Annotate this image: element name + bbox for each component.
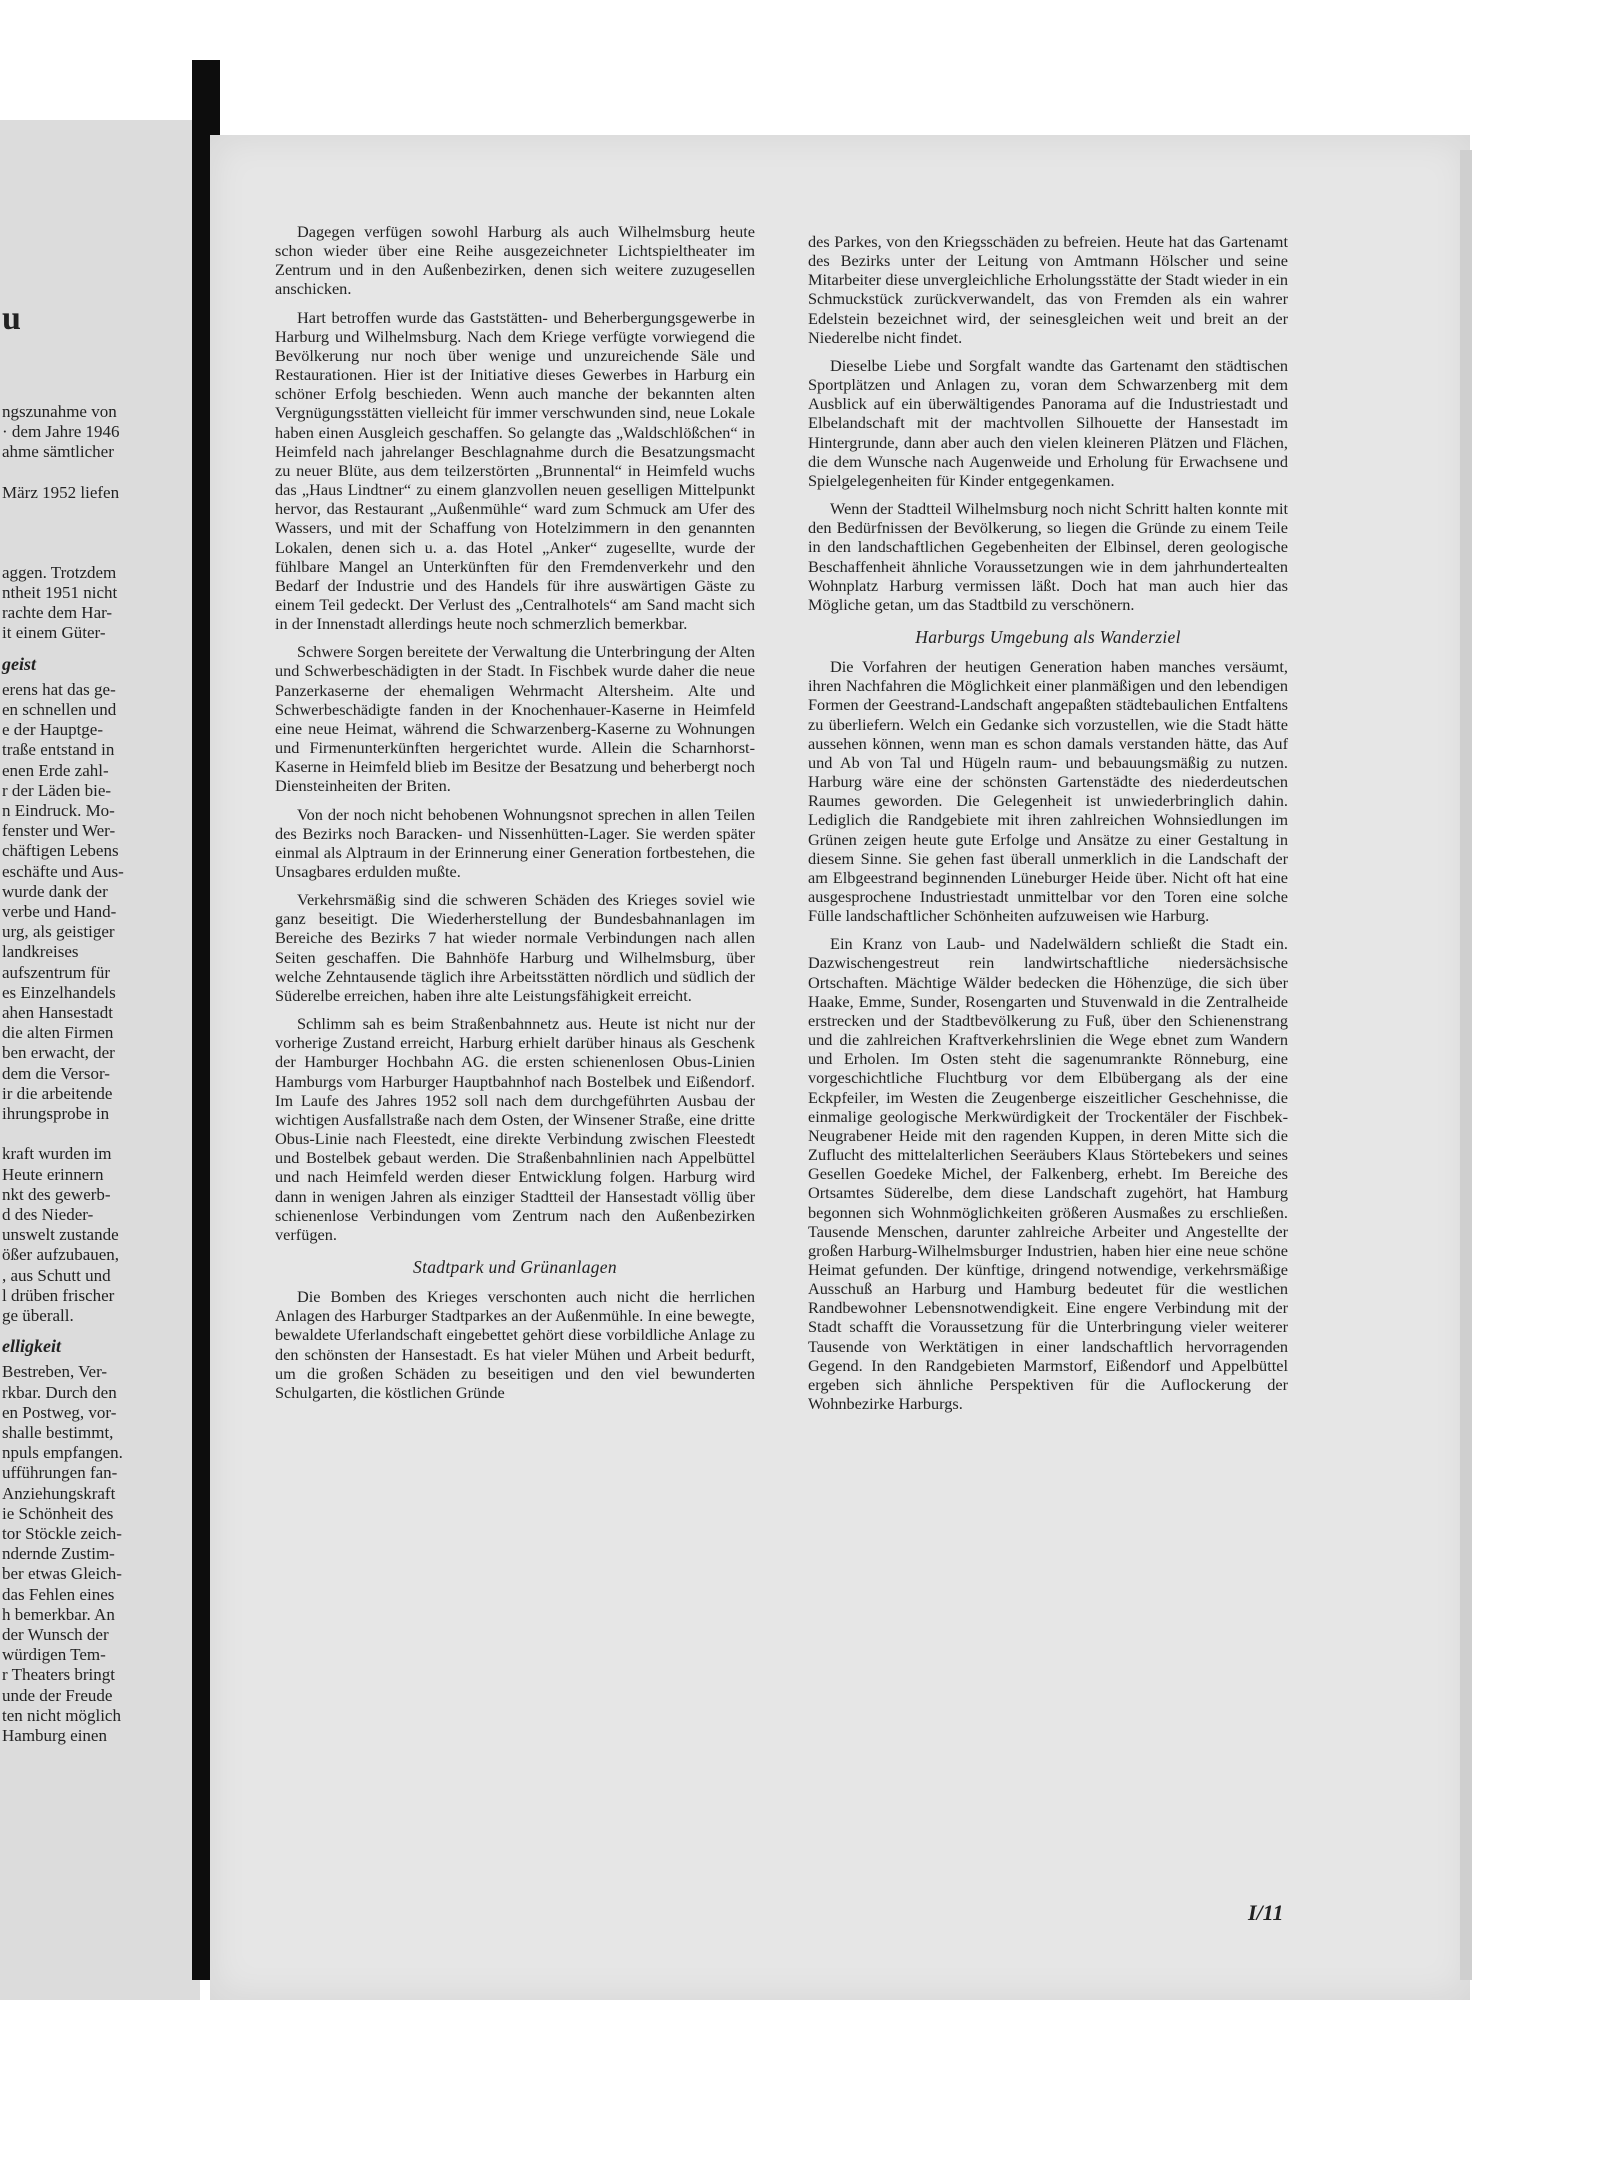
left-text-line: Hamburg einen xyxy=(2,1725,107,1745)
left-page-text xyxy=(2,402,150,1746)
left-text-line: das Fehlen eines xyxy=(2,1584,115,1604)
column-1-paragraph: Verkehrsmäßig sind die schweren Schäden des Krieges soviel wie ganz beseitigt. Die Wiederherstellung der Bundesbahnanlagen im Bereiche des Bezirks 7 hat wieder normale Verbindungen nach allen Seiten geschaffen. Die Bahnhöfe Harburg und Wilhelmsburg, über welche Zehntausende täglich ihre Arbeitsstätten nördlich und südlich der Süderelbe erreichen, haben ihre alte Leistungsfähigkeit erreicht. xyxy=(275,890,755,1005)
left-heading-elligkeit: elligkeit xyxy=(2,1336,61,1357)
left-text-line: fenster und Wer- xyxy=(2,821,116,841)
left-lines-d xyxy=(2,680,150,1124)
left-text-line: rachte dem Har- xyxy=(2,603,113,623)
left-heading-geist: geist xyxy=(2,653,36,674)
left-text-line: en Postweg, vor- xyxy=(2,1402,117,1422)
left-text-line: urg, als geistiger xyxy=(2,922,115,942)
left-text-line: r der Läden bie- xyxy=(2,780,112,800)
left-text-line: r Theaters bringt xyxy=(2,1665,115,1685)
left-text-line: nkt des gewerb- xyxy=(2,1184,111,1204)
left-text-line: npuls empfangen. xyxy=(2,1443,123,1463)
column-1-paragraph: Hart betroffen wurde das Gaststätten- und Beherbergungsgewerbe in Harburg und Wilhelmsburg. Nach dem Kriege verfügte vorwiegend die Bevölkerung nur noch über wenige und unzureichende Säle und Restaurationen. Hier ist der Initiative dieses Gewerbes in Harburg ein schöner Erfolg beschieden. Wenn auch manche der bekannten alten Vergnügungsstätten vielleicht für immer verschwunden sind, neue Lokale haben einen Ausgleich geschaffen. So gelangte das „Waldschlößchen“ in Heimfeld nach jahrelanger Beschlagnahme durch die Besatzungsmacht zu neuer Blüte, aus dem teilzerstörten „Brunnental“ in Heimfeld wuchs das „Haus Lindtner“ zu einem glanzvollen neuen geselligen Mittelpunkt hervor, das Restaurant „Außenmühle“ ward zum Schmuck am Ufer des Wassers, und mit der Schaffung von Hotelzimmern in den genannten Lokalen, denen sich u. a. das Hotel „Anker“ zugesellte, wurde der fühlbare Mangel an Unterkünften für den Fremdenverkehr und den Bedarf der Industrie und des Handels für ihre auswärtigen Gäste zu einem Teil gedeckt. Der Verlust des „Centralhotels“ am Sand macht sich in der Innenstadt allerdings heute noch schmerzlich bemerkbar. xyxy=(275,307,755,634)
left-text-line: unde der Freude xyxy=(2,1685,113,1705)
left-text-line: ngszunahme von xyxy=(2,402,117,421)
column-2-paragraph: Dieselbe Liebe und Sorgfalt wandte das Gartenamt den städtischen Sportplätzen und Anlagen zu, voran dem Schwarzenberg mit dem Ausblick auf ein überwältigendes Panorama auf die Industriestadt und Elbelandschaft mit der machtvollen Silhouette der Hansestadt im Hintergrunde, dann aber auch den vielen kleineren Plätzen und Flächen, die dem Wunsche nach Augenweide und Erholung für Erwachsene und Spielgelegenheiten für Kinder entgegenkamen. xyxy=(808,355,1288,490)
left-text-line: verbe und Hand- xyxy=(2,902,117,922)
page-number: I/11 xyxy=(1248,1900,1284,1925)
left-text-line: shalle bestimmt, xyxy=(2,1422,114,1442)
left-text-line: ir die arbeitende xyxy=(2,1083,113,1103)
left-text-line: aufszentrum für xyxy=(2,962,111,982)
left-text-line: ben erwacht, der xyxy=(2,1043,115,1063)
left-text-line: ufführungen fan- xyxy=(2,1463,118,1483)
left-text-line: es Einzelhandels xyxy=(2,982,116,1002)
column-2-paragraph: Die Vorfahren der heutigen Generation haben manches versäumt, ihren Nachfahren die Möglichkeit einer planmäßigen und den lebendigen Formen der Geestrand-Landschaft angepaßten städtebaulichen Entfaltens zu überliefern. Welch ein Gedanke sich vorzustellen, wie die Stadt hätte aussehen können, wenn man es schon damals verstanden hätte, das Auf und Ab von Tal und Hügeln raum- und bebauungsmäßig zu nutzen. Harburg wäre eine der schönsten Gartenstädte des niederdeutschen Raumes geworden. Die Gelegenheit ist unwiederbringlich dahin. Lediglich die Randgebiete mit ihren zahlreichen Wohnsiedlungen im Grünen zeigen heute gute Erfolge und Ansätze zu einer Gestaltung in diesem Sinne. Sie gehen fast überall unmerklich in die Landschaft der am Elbgeestrand beginnenden Lüneburger Heide über. Nicht oft hat eine ausgesprochene Industriestadt unmittelbar vor den Toren eine solche Fülle landschaftlicher Schönheiten aufzuweisen wie Harburg. xyxy=(808,657,1288,926)
left-text-line: wurde dank der xyxy=(2,881,108,901)
left-text-line: ahme sämtlicher xyxy=(2,442,114,462)
left-text-line: ge überall. xyxy=(2,1305,74,1325)
left-text-line: Anziehungskraft xyxy=(2,1483,116,1503)
left-text-line: ößer aufzubauen, xyxy=(2,1245,120,1265)
left-text-line: Heute erinnern xyxy=(2,1164,104,1184)
left-text-line: ie Schönheit des xyxy=(2,1503,114,1523)
left-text-line: ber etwas Gleich- xyxy=(2,1564,122,1584)
left-text-line: eschäfte und Aus- xyxy=(2,861,124,881)
text-column-2 xyxy=(808,232,1288,1422)
left-text-line: traße entstand in xyxy=(2,740,115,760)
left-text-line: tor Stöckle zeich- xyxy=(2,1523,122,1543)
column-2-paragraph: Wenn der Stadtteil Wilhelmsburg noch nicht Schritt halten konnte mit den Bedürfnissen der Bevölkerung, so liegen die Gründe zu einem Teile in den landschaftlichen Gegebenheiten der Elbinsel, deren geologische Beschaffenheit ähnliche Voraussetzungen wie in dem jahrhundertealten Wohnplatz Harburg vermissen läßt. Doch hat man auch hier das Mögliche getan, um das Stadtbild zu verschönern. xyxy=(808,499,1288,614)
left-text-line: ahen Hansestadt xyxy=(2,1003,113,1023)
left-text-line: e der Hauptge- xyxy=(2,720,104,740)
left-text-line: en schnellen und xyxy=(2,700,117,720)
section-heading-stadtpark: Stadtpark und Grünanlagen xyxy=(413,1256,617,1277)
column-2-paragraph: des Parkes, von den Kriegsschäden zu befreien. Heute hat das Gartenamt des Bezirks unter der Leitung von Amtmann Hölscher und seine Mitarbeiter diese unvergleichliche Erholungsstätte der Stadt wieder in ein Schmuckstück zurückverwandelt, das von Fremden als ein wahrer Edelstein bezeichnet wird, der seinesgleichen weit und breit an der Niederelbe nicht findet. xyxy=(808,232,1288,347)
left-text-line: landkreises xyxy=(2,942,79,962)
left-text-line: erens hat das ge- xyxy=(2,679,116,699)
left-text-line: ndernde Zustim- xyxy=(2,1544,115,1564)
left-text-line: d des Nieder- xyxy=(2,1204,94,1224)
column-1-paragraph: Schlimm sah es beim Straßenbahnnetz aus. Heute ist nicht nur der vorherige Zustand erreicht, Harburg erhielt darüber hinaus als Geschenk der Hamburger Hochbahn AG. die ersten schienenlosen Obus-Linien Hamburgs vom Harburger Hauptbahnhof nach Bostelbek und Eißendorf. Im Laufe des Jahres 1952 soll nach dem durchgeführten Ausbau der wichtigen Ausfallstraße nach dem Osten, der Winsener Straße, eine dritte Obus-Linie nach Fleestedt, eine direkte Verbindung zwischen Fleestedt und Bostelbek gebaut werden. Die Straßenbahnlinien nach Appelbüttel und nach Heimfeld werden dieser Entwicklung folgen. Harburg wird dann in wenigen Jahren als einziger Stadtteil der Hansestadt völlig über schienenlose Verbindungen vom Zentrum nach den Außenbezirken verfügen. xyxy=(275,1014,755,1244)
left-text-line: unswelt zustande xyxy=(2,1225,119,1245)
left-text-line: der Wunsch der xyxy=(2,1624,109,1644)
left-text-line: aggen. Trotzdem xyxy=(2,562,117,582)
left-text-line: · dem Jahre 1946 xyxy=(2,422,120,442)
column-1-paragraph: Dagegen verfügen sowohl Harburg als auch Wilhelmsburg heute schon wieder über eine Reihe ausgezeichneter Lichtspieltheater im Zentrum und in den Außenbezirken, denen sich weitere zuzugesellen anschicken. xyxy=(275,222,755,299)
text-column-1 xyxy=(275,222,755,1411)
left-text-line: die alten Firmen xyxy=(2,1023,114,1043)
column-1-paragraph: Von der noch nicht behobenen Wohnungsnot sprechen in allen Teilen des Bezirks noch Baracken- und Nissenhütten-Lager. Sie werden später einmal als Alptraum in der Erinnerung einer Generation fortbestehen, die Unsagbares erdulden mußte. xyxy=(275,804,755,881)
left-text-line: ten nicht möglich xyxy=(2,1705,121,1725)
left-text-line: dem die Versor- xyxy=(2,1063,110,1083)
left-text-line: ihrungsprobe in xyxy=(2,1104,110,1124)
left-text-line: l drüben frischer xyxy=(2,1285,115,1305)
column-2-paragraph: Ein Kranz von Laub- und Nadelwäldern schließt die Stadt ein. Dazwischengestreut rein landwirtschaftliche niedersächsische Ortschaften. Mächtige Wälder bedecken die Höhenzüge, die sich über Haake, Emme, Sunder, Rosengarten und Stuvenwald in die Zentralheide erstrecken und der Stadtbevölkerung zu Fuß, über den Schienenstrang und die zahlreichen Kraftverkehrslinien die Wege ebnet zum Wandern und Erholen. Im Osten steht die sagenumrankte Rönneburg, eine vorgeschichtliche Fluchtburg vor dem Elbübergang als der eine Eckpfeiler, im Westen die Zeugenberge eiszeitlicher Geschehnisse, die einmalige geologische Merkwürdigkeit der Trockentäler der Fischbek-Neugrabener Heide mit den ragenden Kuppen, in deren Mitte sich die Zuflucht des mittelalterlichen Seeräubers Klaus Störtebekers und seines Gesellen Goedeke Michel, der Falkenberg, erhebt. Im Bereiche des Ortsamtes Süderelbe, dem diese Landschaft zugehört, hat Hamburg begonnen sich Wohnmöglichkeiten größeren Ausmaßes zu erschließen. Tausende Menschen, darunter zahlreiche Arbeiter und Angestellte der großen Harburg-Wilhelmsburger Industrien, haben hier eine neue schöne Heimat gefunden. Der künftige, dringend notwendige, verkehrsmäßige Ausschuß an Harburg und Hamburg bedeutet für die westlichen Randbewohner Lebensnotwendigkeit. Eine engere Verbindung mit der Stadt schafft die Voraussetzung für die Unterbringung vieler weiterer Tausende von Werktätigen in einer landschaftlich hervorragenden Gegend. In den Randgebieten Marmstorf, Eißendorf und Appelbüttel ergeben sich ähnliche Perspektiven für die Auflockerung der Wohnbezirke Harburgs. xyxy=(808,934,1288,1414)
left-lines-b xyxy=(2,483,150,503)
left-text-line: chäftigen Lebens xyxy=(2,841,119,861)
column-1-paragraph: Schwere Sorgen bereitete der Verwaltung die Unterbringung der Alten und Schwerbeschädigten in der Stadt. In Fischbek wurde daher die neue Panzerkaserne der ehemaligen Wehrmacht Altersheim. Alte und Schwerbeschädigte fanden in der Knochenhauer-Kaserne in Heimfeld eine neue Heimat, während die Schwarzenberg-Kaserne zu Wohnungen und Firmenunterkünften hergerichtet wurde. Allein die Scharnhorst-Kaserne in Heimfeld blieb im Besitze der Besatzung und beherbergt noch Diensteinheiten der Briten. xyxy=(275,642,755,796)
left-text-line: enen Erde zahl- xyxy=(2,760,109,780)
left-text-line: würdigen Tem- xyxy=(2,1645,106,1665)
left-lines-f xyxy=(2,1362,150,1746)
left-text-line: n Eindruck. Mo- xyxy=(2,801,115,821)
left-text-line: it einem Güter- xyxy=(2,623,106,643)
right-page-edge xyxy=(1460,150,1472,1980)
left-lines-a xyxy=(2,402,150,463)
left-text-line: h bemerkbar. An xyxy=(2,1604,115,1624)
left-text-line: , aus Schutt und xyxy=(2,1265,111,1285)
left-lines-e xyxy=(2,1144,150,1326)
left-text-line: rkbar. Durch den xyxy=(2,1382,117,1402)
left-text-line: ntheit 1951 nicht xyxy=(2,583,118,603)
left-lines-c xyxy=(2,563,150,644)
left-page-fragment xyxy=(0,120,200,2000)
left-text-line: kraft wurden im xyxy=(2,1144,112,1164)
column-1-paragraph: Die Bomben des Krieges verschonten auch nicht die herrlichen Anlagen des Harburger Stadtparkes an der Außenmühle. In eine bewegte, bewaldete Uferlandschaft eingebettet gehört diese vorbildliche Anlage zu den schönsten der Hansestadt. Es hat vieler Mühen und Arbeit bedurft, um die großen Schäden zu beseitigen und den viel bewunderten Schulgarten, die köstlichen Gründe xyxy=(275,1287,755,1402)
left-text-line: Bestreben, Ver- xyxy=(2,1362,108,1382)
left-text-line: März 1952 liefen xyxy=(2,482,120,502)
section-heading-umgebung: Harburgs Umgebung als Wanderziel xyxy=(915,626,1181,647)
left-big-letter: u xyxy=(2,300,21,337)
